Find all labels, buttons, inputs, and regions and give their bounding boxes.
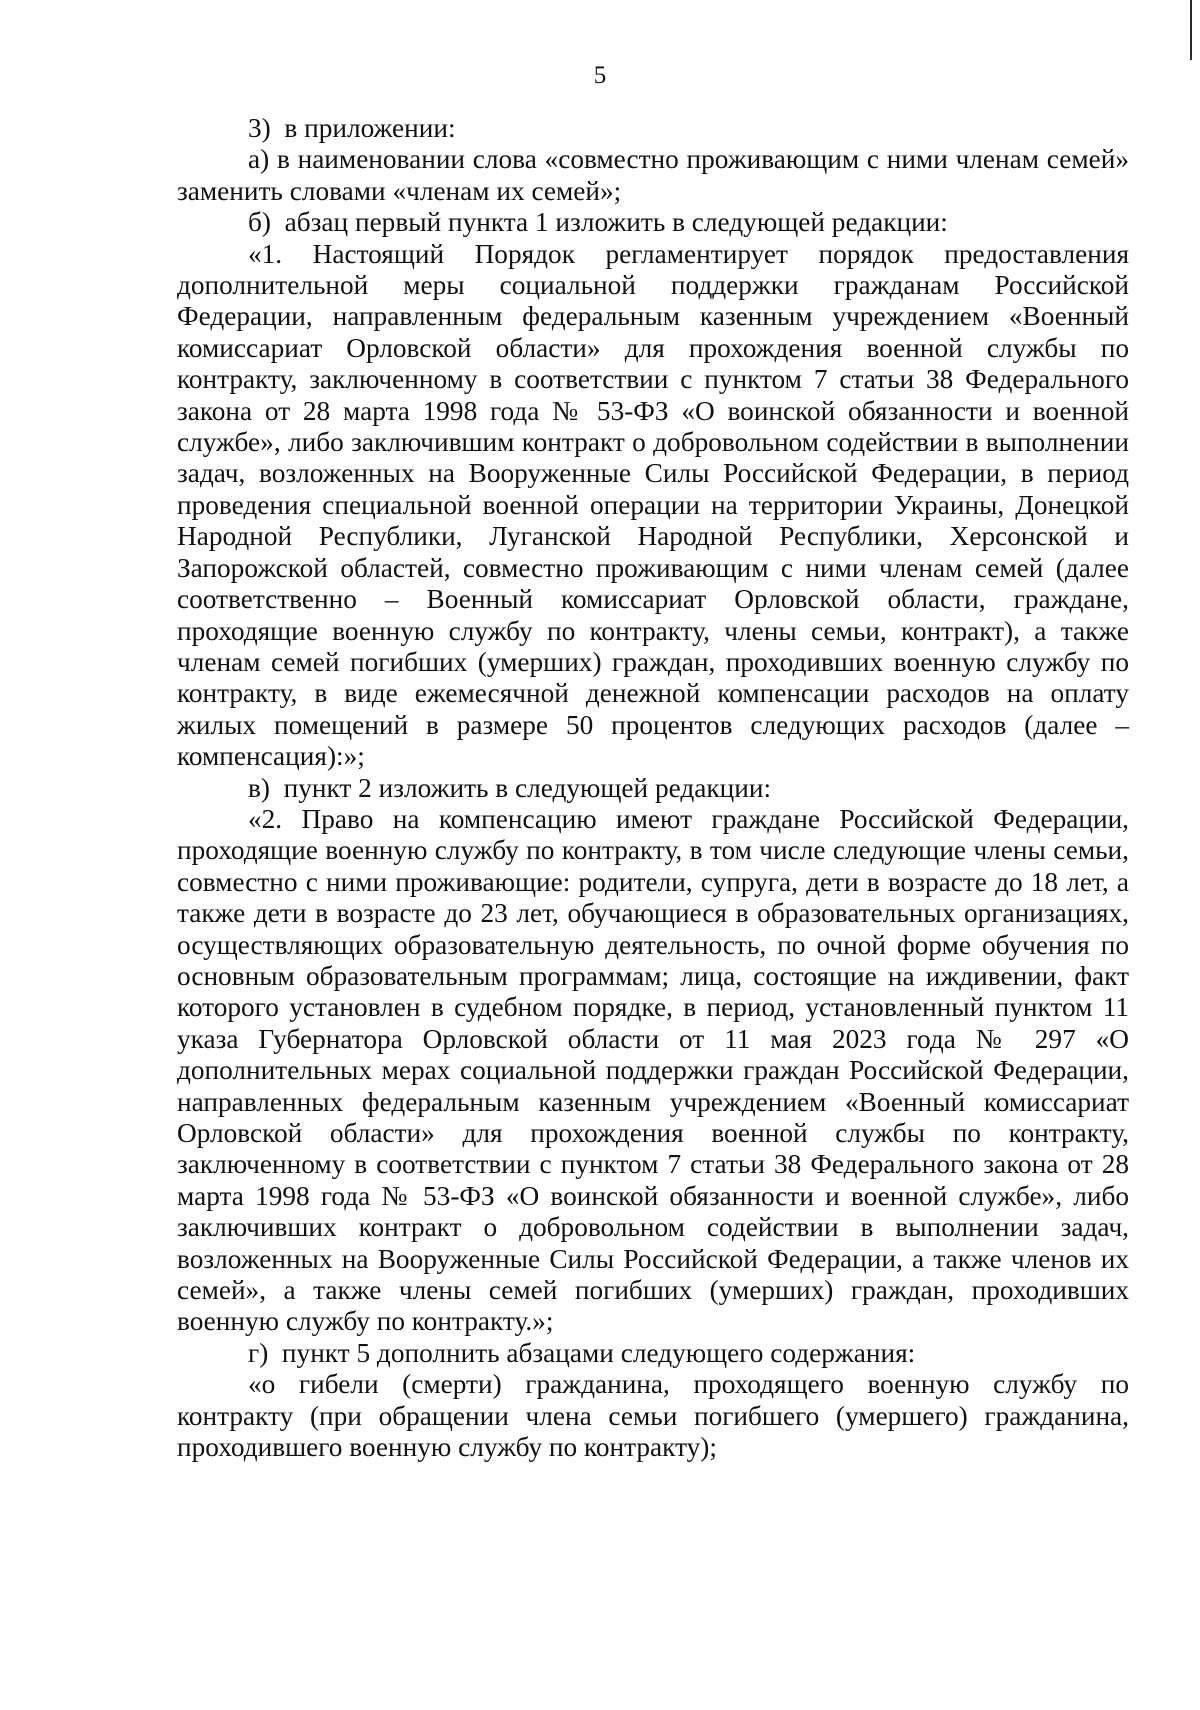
paragraph-item-3: 3) в приложении:	[248, 113, 456, 143]
paragraph-clause-2: «2. Право на компенсацию имеют граждане Российской Федерации, проходящие военную службу по контракту, в том числе следующие члены семьи, совместно с ними проживающие: родители, супруга, дети в возрасте до 18 лет, а также дети в возрасте до 23 лет, обучающиеся в образовательных организациях, осуществляющих образовательную деятельность, по очной форме обучения по основным образовательным программам; лица, состоящие на иждивении, факт которого установлен в судебном порядке, в период, установленный пунктом 11 указа Губернатора Орловской области от 11 мая 2023 года № 297 «О дополнительных мерах социальной поддержки граждан Российской Федерации, направленных федеральным казенным учреждением «Военный комиссариат Орловской области» для прохождения военной службы по контракту, заключенному в соответствии с пунктом 7 статьи 38 Федерального закона от 28 марта 1998 года № 53-ФЗ «О воинской обязанности и военной службе», либо заключивших контракт о добровольном содействии в выполнении задач, возложенных на Вооруженные Силы Российской Федерации, а также членов их семей», а также члены семей погибших (умерших) граждан, проходивших военную службу по контракту.»;	[177, 803, 1129, 1337]
scan-edge-mark	[1190, 0, 1192, 60]
paragraph-clause-1: «1. Настоящий Порядок регламентирует порядок предоставления дополнительной меры социальной поддержки гражданам Российской Федерации, направленным федеральным казенным учреждением «Военный комиссариат Орловской области» для прохождения военной службы по контракту, заключенному в соответствии с пунктом 7 статьи 38 Федерального закона от 28 марта 1998 года № 53-ФЗ «О воинской обязанности и военной службе», либо заключившим контракт о добровольном содействии в выполнении задач, возложенных на Вооруженные Силы Российской Федерации, в период проведения специальной военной операции на территории Украины, Донецкой Народной Республики, Луганской Народной Республики, Херсонской и Запорожской областей, совместно проживающим с ними членам семей (далее соответственно – Военный комиссариат Орловской области, граждане, проходящие военную службу по контракту, члены семьи, контракт), а также членам семей погибших (умерших) граждан, проходивших военную службу по контракту, в виде ежемесячной денежной компенсации расходов на оплату жилых помещений в размере 50 процентов следующих расходов (далее – компенсация):»;	[177, 238, 1129, 772]
page-number: 5	[593, 62, 607, 89]
paragraph-subitem-v: в) пункт 2 изложить в следующей редакции:	[248, 772, 772, 803]
paragraph-subitem-a: а) в наименовании слова «совместно проживающим с ними членам семей» заменить словами «членам их семей»;	[177, 144, 1129, 206]
paragraph-subitem-b: б) абзац первый пункта 1 изложить в следующей редакции:	[248, 207, 948, 238]
document-body	[177, 113, 1129, 1463]
paragraph-subitem-g: г) пункт 5 дополнить абзацами следующего содержания:	[248, 1337, 916, 1368]
paragraph-addition-death: «о гибели (смерти) гражданина, проходящего военную службу по контракту (при обращении члена семьи погибшего (умершего) гражданина, проходившего военную службу по контракту);	[177, 1369, 1129, 1463]
